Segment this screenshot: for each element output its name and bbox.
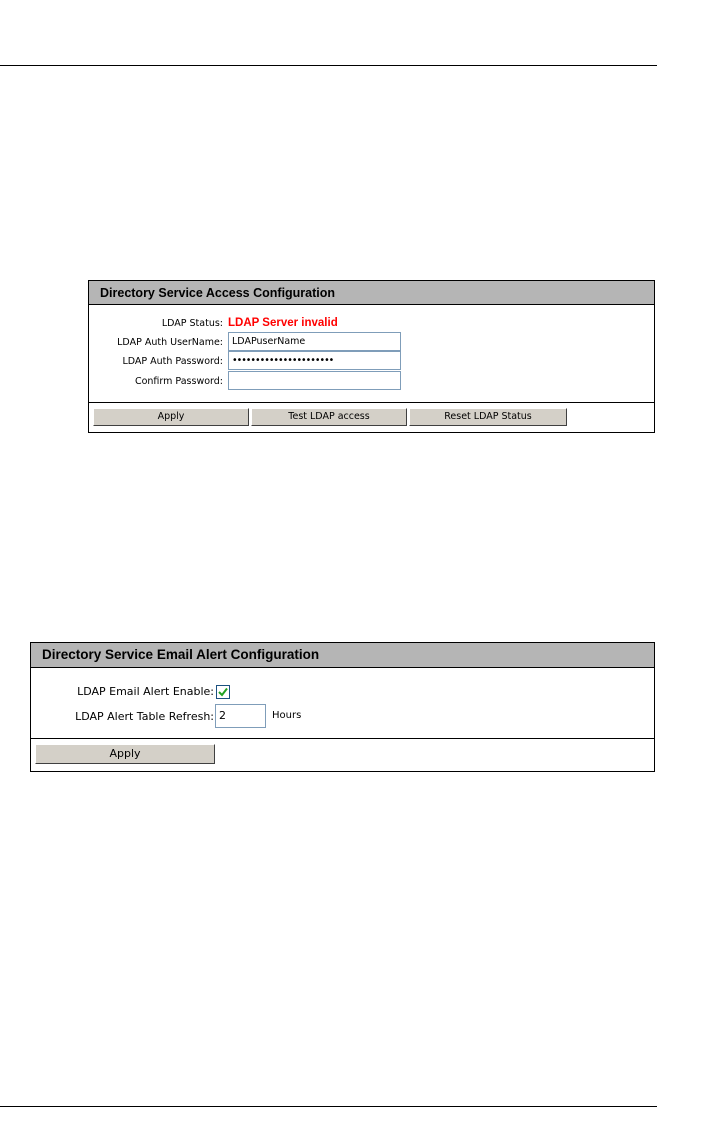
email-alert-title: Directory Service Email Alert Configuration bbox=[31, 643, 654, 668]
ldap-status-value: LDAP Server invalid bbox=[228, 317, 338, 329]
test-ldap-access-button[interactable]: Test LDAP access bbox=[251, 408, 407, 426]
email-alert-enable-label: LDAP Email Alert Enable: bbox=[77, 685, 214, 698]
apply-button[interactable]: Apply bbox=[93, 408, 249, 426]
access-config-panel bbox=[88, 280, 655, 433]
ldap-status-label: LDAP Status: bbox=[161, 318, 223, 329]
email-alert-panel bbox=[30, 642, 655, 772]
email-alert-enable-checkbox[interactable] bbox=[216, 685, 230, 699]
access-button-bar bbox=[89, 402, 654, 432]
refresh-unit-label: Hours bbox=[272, 710, 302, 721]
checkmark-icon bbox=[218, 687, 228, 697]
auth-username-label: LDAP Auth UserName: bbox=[117, 337, 223, 348]
access-config-title: Directory Service Access Configuration bbox=[89, 281, 654, 305]
alert-table-refresh-input[interactable]: 2 bbox=[215, 704, 266, 728]
reset-ldap-status-button[interactable]: Reset LDAP Status bbox=[409, 408, 567, 426]
top-rule bbox=[0, 65, 657, 66]
alert-table-refresh-label: LDAP Alert Table Refresh: bbox=[75, 710, 214, 723]
auth-password-label: LDAP Auth Password: bbox=[122, 356, 223, 367]
auth-password-input[interactable]: •••••••••••••••••••••• bbox=[228, 351, 401, 370]
confirm-password-input[interactable] bbox=[228, 371, 401, 390]
email-button-bar bbox=[31, 738, 654, 771]
auth-username-input[interactable]: LDAPuserName bbox=[228, 332, 401, 351]
email-apply-button[interactable]: Apply bbox=[35, 744, 215, 764]
confirm-password-label: Confirm Password: bbox=[134, 376, 223, 387]
bottom-rule bbox=[0, 1106, 657, 1107]
